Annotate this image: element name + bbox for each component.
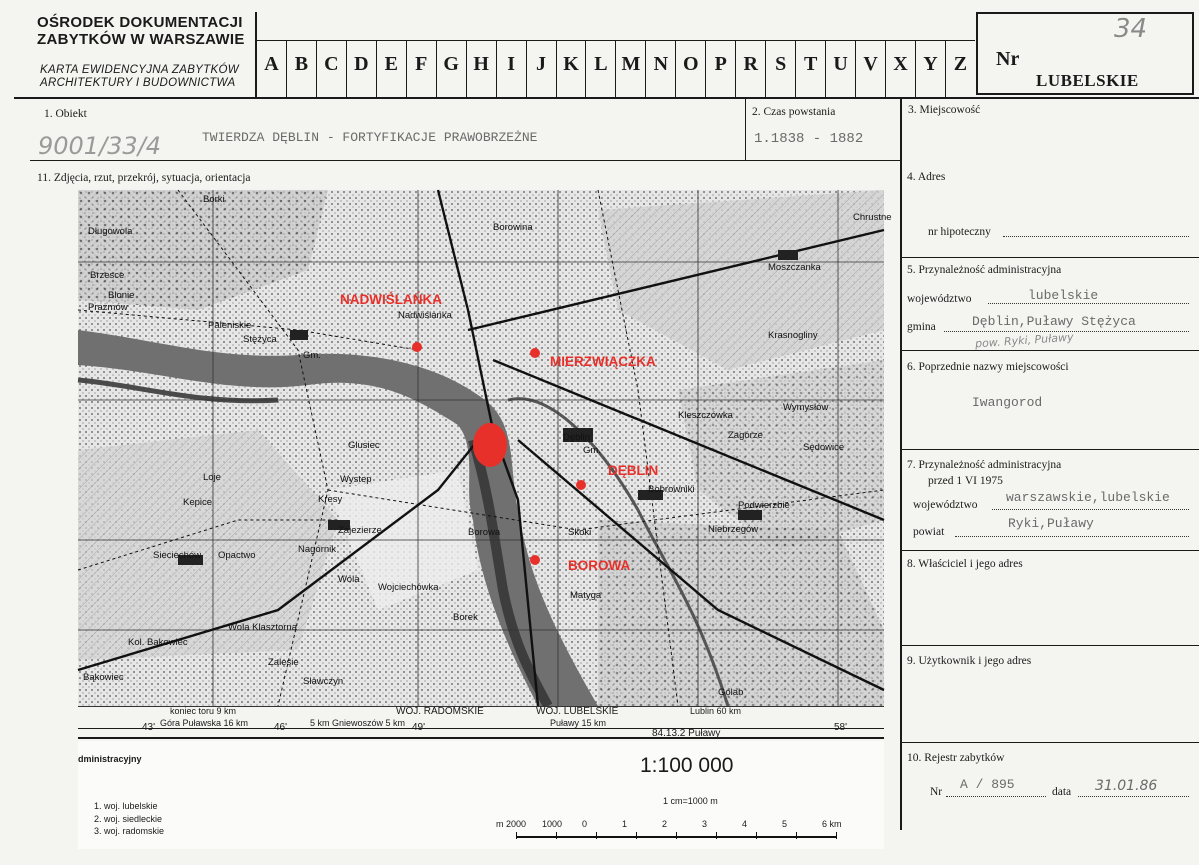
town-label: Nadwiślanka bbox=[398, 310, 452, 321]
alphabet-letter-b: B bbox=[287, 41, 317, 97]
card-type bbox=[40, 64, 239, 90]
gmina-value: Dęblin,Puławy Stężyca bbox=[972, 314, 1136, 329]
fort-label: DĘBLIN bbox=[608, 463, 659, 478]
margin-text-2: Góra Puławska 16 km bbox=[160, 718, 249, 728]
map-margin bbox=[78, 706, 884, 742]
scale-tick-label: 4 bbox=[742, 819, 748, 829]
town-label: Wola bbox=[338, 574, 360, 585]
town-label: Borowa bbox=[468, 527, 501, 538]
town-label: Zajezierze bbox=[338, 525, 382, 536]
town-label: Borki bbox=[203, 194, 225, 205]
scale-tick-label: 0 bbox=[582, 819, 588, 829]
card-type-line1: KARTA EWIDENCYJNA ZABYTKÓW bbox=[40, 64, 239, 76]
alphabet-letter-u: U bbox=[826, 41, 856, 97]
town-label: Podwierzbie bbox=[738, 500, 790, 511]
adres-label: 4. Adres bbox=[907, 171, 946, 183]
alphabet-letter-y: Y bbox=[916, 41, 946, 97]
alphabet-letter-k: K bbox=[557, 41, 587, 97]
coord-46: 46' bbox=[274, 722, 288, 733]
czas-label: 2. Czas powstania bbox=[752, 106, 836, 118]
town-label: Sławczyn bbox=[303, 676, 344, 687]
map-scale-sub: 1 cm=1000 m bbox=[663, 796, 718, 806]
rejestr-data-line bbox=[1078, 796, 1189, 797]
przed-label: przed 1 VI 1975 bbox=[928, 475, 1003, 487]
town-label: Dęblin bbox=[563, 432, 590, 443]
institution-line1: OŚRODEK DOKUMENTACJI bbox=[37, 14, 243, 31]
topographic-map bbox=[78, 190, 892, 706]
margin-text-4: WOJ. RADOMSKIE bbox=[396, 706, 484, 717]
region-label: LUBELSKIE bbox=[1036, 71, 1139, 90]
gmina-label: gmina bbox=[907, 321, 936, 333]
rejestr-label: 10. Rejestr zabytków bbox=[907, 752, 1005, 764]
town-label: Golab bbox=[718, 687, 744, 698]
town-label: Wola Klasztorna bbox=[228, 622, 297, 633]
town-label: Niebrzegów bbox=[708, 524, 759, 535]
woj-prev-value: warszawskie,lubelskie bbox=[1006, 490, 1170, 505]
alphabet-letter-e: E bbox=[377, 41, 407, 97]
alphabet-letter-o: O bbox=[676, 41, 706, 97]
poprzednie-label: 6. Poprzednie nazwy miejscowości bbox=[907, 361, 1069, 373]
town-label: Matyga bbox=[570, 590, 602, 601]
alphabet-letter-l: L bbox=[586, 41, 616, 97]
alphabet-letter-j: J bbox=[527, 41, 557, 97]
rejestr-data-label: data bbox=[1052, 786, 1072, 798]
town-label: Zagórze bbox=[728, 430, 763, 441]
alphabet-letter-v: V bbox=[856, 41, 886, 97]
nr-label: Nr bbox=[996, 48, 1020, 70]
alphabet-letter-p: P bbox=[706, 41, 736, 97]
scale-tick-label: 6 km bbox=[822, 819, 842, 829]
legend-item-2: 2. woj. siedleckie bbox=[94, 814, 163, 824]
gmina-note: pow. Ryki, Puławy bbox=[974, 330, 1074, 351]
margin-text-7: Lublin 60 km bbox=[690, 706, 742, 716]
fort-label: NADWIŚLAŃKA bbox=[340, 292, 442, 307]
powiat-line bbox=[955, 536, 1189, 537]
scale-tick-label: 1000 bbox=[542, 819, 563, 829]
town-label: Kol. Bąkowiec bbox=[128, 637, 188, 648]
town-label: Długowola bbox=[88, 226, 133, 237]
margin-text-6: Puławy 15 km bbox=[550, 718, 607, 728]
town-label: Wymysłów bbox=[783, 402, 829, 413]
zdjecia-label: 11. Zdjęcia, rzut, przekrój, sytuacja, orientacja bbox=[37, 172, 251, 184]
rejestr-nr-label: Nr bbox=[930, 786, 943, 798]
obiekt-number: 9001/33/4 bbox=[38, 132, 162, 160]
wlasciciel-label: 8. Właściciel i jego adres bbox=[907, 558, 1023, 570]
town-label: Glusiec bbox=[348, 440, 380, 451]
przynaleznosc-prev-label: 7. Przynależność administracyjna bbox=[907, 459, 1062, 471]
map-scale: 1:100 000 bbox=[640, 754, 734, 777]
poprzednie-value: Iwangorod bbox=[972, 395, 1043, 410]
town-label: Loje bbox=[203, 472, 221, 483]
alphabet-letter-h: H bbox=[467, 41, 497, 97]
alphabet-letter-r: R bbox=[736, 41, 766, 97]
town-label: Bobrowniki bbox=[648, 484, 695, 495]
margin-text-1: koniec toru 9 km bbox=[170, 706, 237, 716]
town-label: Borowina bbox=[493, 222, 533, 233]
margin-text-8: 84.13.2 Puławy bbox=[652, 728, 721, 739]
alphabet-letter-s: S bbox=[766, 41, 796, 97]
town-label: Paleniskie bbox=[208, 320, 252, 331]
legend-title: dministracyjny bbox=[78, 754, 142, 764]
uzytkownik-label: 9. Użytkownik i jego adres bbox=[907, 655, 1032, 667]
map-drawing bbox=[78, 190, 892, 706]
town-label: Chrustne bbox=[853, 212, 892, 223]
town-label: Sieciechów bbox=[153, 550, 202, 561]
scale-tick-label: 1 bbox=[622, 819, 628, 829]
woj-prev-label: województwo bbox=[913, 499, 978, 511]
nr-hipoteczny-label: nr hipoteczny bbox=[928, 226, 991, 238]
coord-58: 58' bbox=[834, 722, 848, 733]
town-label: Moszczanka bbox=[768, 262, 821, 273]
powiat-label: powiat bbox=[913, 526, 945, 538]
town-label: Wojciechówka bbox=[378, 582, 439, 593]
powiat-value: Ryki,Puławy bbox=[1008, 516, 1094, 531]
wojewodztwo-line bbox=[988, 303, 1189, 304]
town-label: Kresy bbox=[318, 494, 343, 505]
scale-tick-label: m 2000 bbox=[496, 819, 527, 829]
town-label: Krasnogliny bbox=[768, 330, 818, 341]
scale-tick-label: 3 bbox=[702, 819, 708, 829]
town-label: Skoki bbox=[568, 527, 592, 538]
alphabet-letter-m: M bbox=[616, 41, 646, 97]
town-label: Borek bbox=[453, 612, 478, 623]
town-label: Bąkowiec bbox=[83, 672, 124, 683]
margin-text-3: 5 km Gniewoszów 5 km bbox=[310, 718, 406, 728]
alphabet-letter-g: G bbox=[437, 41, 467, 97]
coord-43: 43' bbox=[142, 722, 156, 733]
alphabet-letter-f: F bbox=[407, 41, 437, 97]
alphabet-letter-n: N bbox=[646, 41, 676, 97]
alphabet-letter-i: I bbox=[497, 41, 527, 97]
town-label: Gm. bbox=[303, 350, 321, 361]
map-legend-area bbox=[78, 741, 884, 849]
scale-tick-label: 2 bbox=[662, 819, 668, 829]
woj-prev-line bbox=[992, 509, 1189, 510]
rejestr-nr-value: A / 895 bbox=[960, 777, 1015, 792]
town-label: Wystep bbox=[340, 474, 372, 485]
scale-tick-label: 5 bbox=[782, 819, 788, 829]
card-type-line2: ARCHITEKTURY I BUDOWNICTWA bbox=[40, 77, 236, 89]
town-label: Kleszczówka bbox=[678, 410, 733, 421]
town-label: Brzesce bbox=[90, 270, 125, 281]
wojewodztwo-value: lubelskie bbox=[1028, 288, 1099, 303]
czas-value: 1.1838 - 1882 bbox=[754, 131, 864, 147]
town-label: Blonie bbox=[108, 290, 135, 301]
legend-item-3: 3. woj. radomskie bbox=[94, 826, 165, 836]
institution-line2: ZABYTKÓW W WARSZAWIE bbox=[37, 31, 245, 48]
scale-tick bbox=[836, 832, 837, 839]
scale-bar bbox=[496, 819, 886, 841]
coord-49: 49' bbox=[412, 722, 426, 733]
scale-line bbox=[516, 836, 836, 838]
rejestr-nr-line bbox=[946, 796, 1046, 797]
fort-label: BOROWA bbox=[568, 558, 631, 573]
nr-handwritten: 34 bbox=[1114, 14, 1148, 44]
institution-name bbox=[37, 14, 245, 48]
town-label: Nagórnik bbox=[298, 544, 337, 555]
alphabet-letter-t: T bbox=[796, 41, 826, 97]
alphabet-letter-z: Z bbox=[953, 53, 968, 75]
town-label: Sędowice bbox=[803, 442, 845, 453]
miejscowosc-label: 3. Miejscowość bbox=[908, 104, 981, 116]
przynaleznosc-label: 5. Przynależność administracyjna bbox=[907, 264, 1062, 276]
alphabet-letter-c: C bbox=[317, 41, 347, 97]
nr-hipoteczny-line bbox=[1003, 236, 1189, 237]
obiekt-label: 1. Obiekt bbox=[44, 108, 87, 120]
alphabet-index bbox=[257, 41, 975, 97]
alphabet-letter-x: X bbox=[886, 41, 916, 97]
town-label: Opactwo bbox=[218, 550, 256, 561]
fort-label: MIERZWIĄCZKA bbox=[550, 354, 656, 369]
town-label: Prażmów bbox=[88, 302, 128, 313]
number-box bbox=[976, 12, 1194, 95]
town-label: Kepice bbox=[183, 497, 213, 508]
wojewodztwo-label: województwo bbox=[907, 293, 972, 305]
town-label: Stężyca bbox=[243, 334, 277, 345]
obiekt-value: TWIERDZA DĘBLIN - FORTYFIKACJE PRAWOBRZEŻNE bbox=[202, 130, 538, 145]
town-label: Gm. bbox=[583, 445, 601, 456]
rejestr-data-value: 31.01.86 bbox=[1095, 778, 1158, 794]
legend-item-1: 1. woj. lubelskie bbox=[94, 801, 158, 811]
town-label: Zalesie bbox=[268, 657, 299, 668]
margin-text-5: WOJ. LUBELSKIE bbox=[536, 706, 619, 717]
alphabet-letter-d: D bbox=[347, 41, 377, 97]
alphabet-letter-a: A bbox=[257, 41, 287, 97]
